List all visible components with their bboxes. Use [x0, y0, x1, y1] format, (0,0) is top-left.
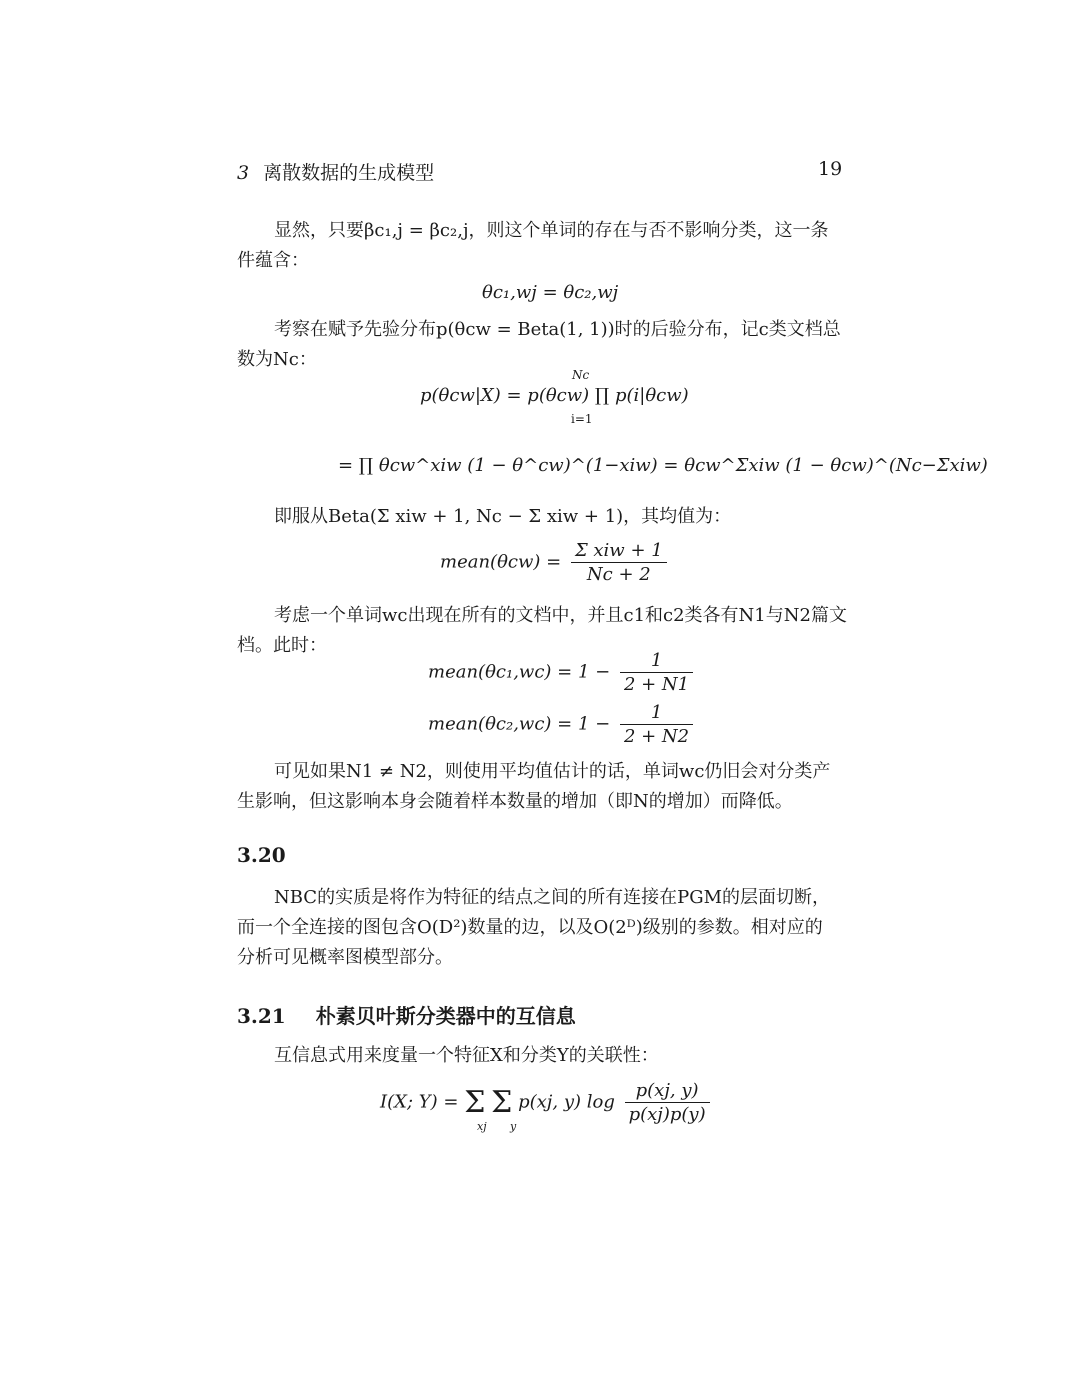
paragraph-2-line-2: 数为Nc：: [237, 349, 317, 370]
equation-posterior-line-2: = ∏ θcw^xiw (1 − θ^cw)^(1−xiw) = θcw^Σxiw (1 − θcw)^(Nc−Σxiw): [338, 455, 988, 476]
sum-symbol: Σ: [464, 1085, 486, 1120]
sum-lower-index-1: xj: [477, 1120, 487, 1133]
paragraph-1-line-1: 显然，只要βc₁,j = βc₂,j，则这个单词的存在与否不影响分类，这一条: [274, 220, 829, 241]
page-number: 19: [818, 158, 843, 180]
sum-symbol: Σ: [491, 1085, 513, 1120]
equation-mean-c1-lhs: mean(θc₁,wc) = 1 −: [428, 661, 611, 683]
equation-theta-equal: θc₁,wj = θc₂,wj: [482, 282, 619, 303]
equation-mean-lhs: mean(θcw) =: [440, 551, 562, 573]
equation-mean-c1: [428, 650, 693, 695]
fraction-numerator: 1: [620, 650, 693, 673]
section-heading-3-20: 3.20: [237, 843, 286, 867]
running-header: [237, 158, 434, 185]
equation-mean-c2-lhs: mean(θc₂,wc) = 1 −: [428, 713, 611, 735]
fraction-numerator: p(xj, y): [625, 1080, 710, 1103]
fraction-numerator: Σ xiw + 1: [571, 540, 667, 563]
section-3-20-line-3: 分析可见概率图模型部分。: [237, 947, 453, 968]
fraction-denominator: 2 + N2: [623, 726, 690, 747]
fraction: [571, 540, 667, 585]
equation-mi-body: p(xj, y) log: [518, 1091, 615, 1113]
paragraph-1-line-2: 件蕴含：: [237, 250, 309, 271]
fraction: [625, 1080, 710, 1125]
section-number: 3.21: [237, 1004, 286, 1028]
section-heading-3-21: [237, 1000, 576, 1029]
equation-mi-lhs: I(X; Y) =: [380, 1091, 459, 1113]
paragraph-2-line-1: 考察在赋予先验分布p(θcw = Beta(1, 1))时的后验分布，记c类文档总: [274, 319, 841, 340]
equation-mean-c2: [428, 702, 693, 747]
equation-mutual-information: [380, 1080, 710, 1125]
equation-mean: [440, 540, 667, 585]
section-title: 朴素贝叶斯分类器中的互信息: [315, 1004, 576, 1028]
chapter-title: 离散数据的生成模型: [263, 162, 435, 184]
chapter-number: 3: [237, 162, 250, 184]
section-3-21-line-1: 互信息式用来度量一个特征X和分类Y的关联性：: [274, 1045, 659, 1066]
section-3-20-line-2: 而一个全连接的图包含O(D²)数量的边，以及O(2ᴰ)级别的参数。相对应的: [237, 917, 823, 938]
paragraph-4-line-2: 档。此时：: [237, 635, 327, 656]
product-lower-limit: i=1: [571, 412, 593, 426]
fraction-denominator: 2 + N1: [623, 674, 690, 695]
paragraph-4-line-1: 考虑一个单词wc出现在所有的文档中，并且c1和c2类各有N1与N2篇文: [274, 605, 847, 626]
equation-posterior-line-1: p(θcw|X) = p(θcw) ∏ p(i|θcw): [420, 385, 689, 406]
fraction: [620, 702, 693, 747]
fraction: [620, 650, 693, 695]
section-3-20-line-1: NBC的实质是将作为特征的结点之间的所有连接在PGM的层面切断，: [274, 887, 831, 908]
paragraph-5-line-2: 生影响，但这影响本身会随着样本数量的增加（即N的增加）而降低。: [237, 791, 793, 812]
fraction-numerator: 1: [620, 702, 693, 725]
fraction-denominator: p(xj)p(y): [628, 1104, 706, 1125]
product-upper-limit: Nc: [572, 368, 590, 382]
paragraph-5-line-1: 可见如果N1 ≠ N2，则使用平均值估计的话，单词wc仍旧会对分类产: [274, 761, 831, 782]
paragraph-3: 即服从Beta(Σ xiw + 1, Nc − Σ xiw + 1)，其均值为：: [274, 506, 732, 527]
sum-lower-index-2: y: [510, 1120, 517, 1133]
fraction-denominator: Nc + 2: [586, 564, 651, 585]
